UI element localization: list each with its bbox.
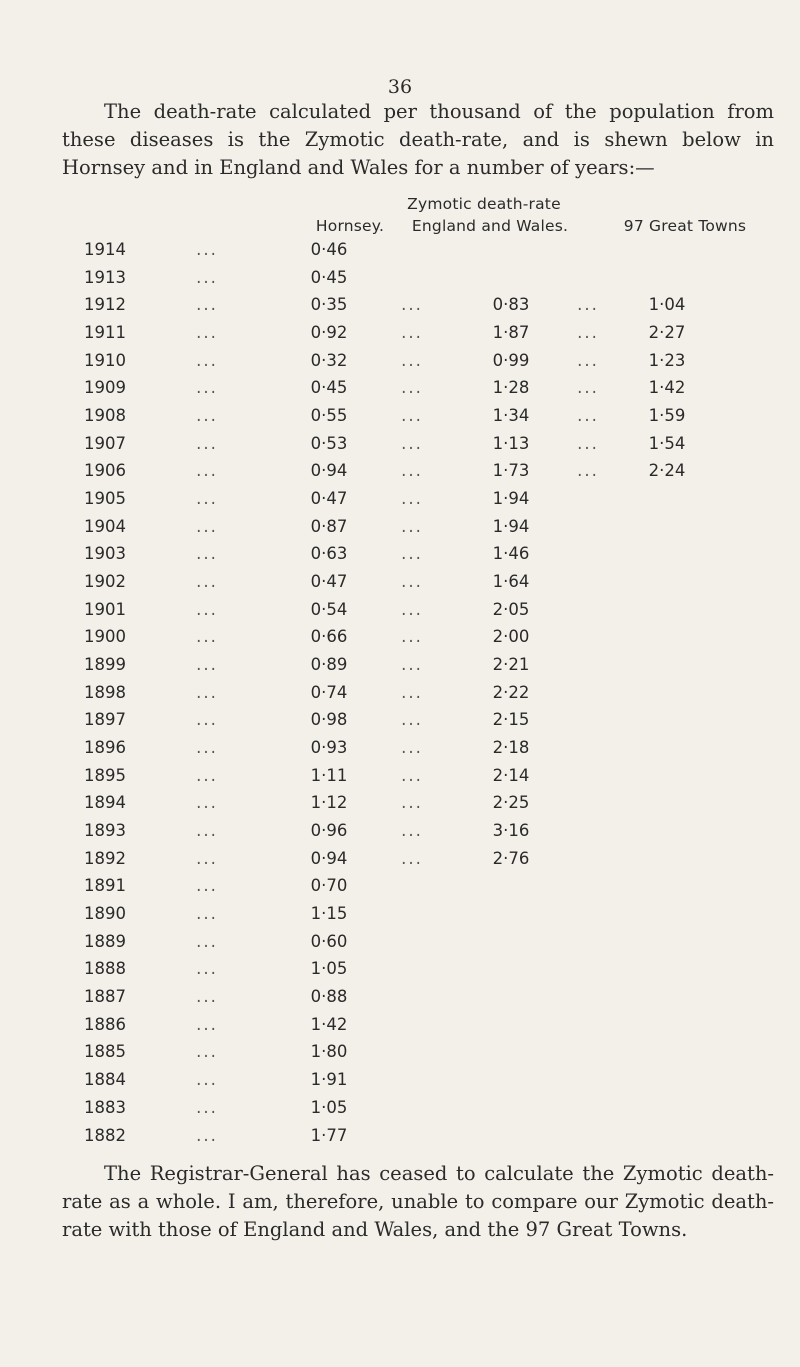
dot-leader: ... <box>196 433 218 453</box>
england-wales-rate-cell: 1·13 <box>492 433 530 453</box>
dot-leader: ... <box>401 710 423 730</box>
dot-leader: ... <box>401 544 423 564</box>
dot-leader: ... <box>196 544 218 564</box>
table-row <box>0 955 800 983</box>
england-wales-rate-cell: 2·76 <box>492 848 530 868</box>
table-row <box>0 734 800 762</box>
dot-leader: ... <box>401 738 423 758</box>
year-cell: 1900 <box>84 627 126 647</box>
dot-leader: ... <box>401 848 423 868</box>
dot-leader: ... <box>401 765 423 785</box>
table-row <box>0 983 800 1011</box>
great-towns-rate-cell: 1·42 <box>648 378 686 398</box>
dot-leader: ... <box>196 959 218 979</box>
table-row <box>0 845 800 873</box>
year-cell: 1894 <box>84 793 126 813</box>
hornsey-rate-cell: 1·11 <box>310 765 348 785</box>
dot-leader: ... <box>401 295 423 315</box>
table-row <box>0 264 800 292</box>
table-row <box>0 928 800 956</box>
dot-leader: ... <box>401 489 423 509</box>
england-wales-rate-cell: 0·83 <box>492 295 530 315</box>
dot-leader: ... <box>196 378 218 398</box>
table-row <box>0 623 800 651</box>
table-row <box>0 347 800 375</box>
dot-leader: ... <box>196 489 218 509</box>
dot-leader: ... <box>196 793 218 813</box>
table-row <box>0 1011 800 1039</box>
table-row <box>0 706 800 734</box>
year-cell: 1882 <box>84 1125 126 1145</box>
dot-leader: ... <box>196 1097 218 1117</box>
column-header-great-towns: 97 Great Towns <box>623 217 747 235</box>
dot-leader: ... <box>196 848 218 868</box>
dot-leader: ... <box>401 461 423 481</box>
dot-leader: ... <box>401 821 423 841</box>
year-cell: 1893 <box>84 821 126 841</box>
table-row <box>0 540 800 568</box>
dot-leader: ... <box>196 765 218 785</box>
table-row <box>0 402 800 430</box>
hornsey-rate-cell: 0·53 <box>310 433 348 453</box>
dot-leader: ... <box>401 627 423 647</box>
table-row <box>0 762 800 790</box>
hornsey-rate-cell: 0·94 <box>310 848 348 868</box>
year-cell: 1911 <box>84 323 126 343</box>
great-towns-rate-cell: 1·04 <box>648 295 686 315</box>
year-cell: 1883 <box>84 1097 126 1117</box>
dot-leader: ... <box>196 904 218 924</box>
hornsey-rate-cell: 0·47 <box>310 489 348 509</box>
dot-leader: ... <box>577 433 599 453</box>
hornsey-rate-cell: 1·42 <box>310 1014 348 1034</box>
table-row <box>0 1066 800 1094</box>
hornsey-rate-cell: 0·96 <box>310 821 348 841</box>
year-cell: 1907 <box>84 433 126 453</box>
table-row <box>0 236 800 264</box>
dot-leader: ... <box>196 350 218 370</box>
table-row <box>0 900 800 928</box>
dot-leader: ... <box>196 655 218 675</box>
column-header-england-wales: England and Wales. <box>411 217 569 235</box>
table-group-header: Zymotic death-rate <box>407 195 561 213</box>
hornsey-rate-cell: 0·35 <box>310 295 348 315</box>
dot-leader: ... <box>401 793 423 813</box>
england-wales-rate-cell: 1·34 <box>492 406 530 426</box>
dot-leader: ... <box>577 461 599 481</box>
england-wales-rate-cell: 2·05 <box>492 599 530 619</box>
dot-leader: ... <box>196 461 218 481</box>
year-cell: 1895 <box>84 765 126 785</box>
england-wales-rate-cell: 2·15 <box>492 710 530 730</box>
dot-leader: ... <box>401 350 423 370</box>
dot-leader: ... <box>577 378 599 398</box>
dot-leader: ... <box>196 738 218 758</box>
year-cell: 1899 <box>84 655 126 675</box>
year-cell: 1914 <box>84 240 126 259</box>
england-wales-rate-cell: 1·46 <box>492 544 530 564</box>
england-wales-rate-cell: 2·18 <box>492 738 530 758</box>
hornsey-rate-cell: 0·63 <box>310 544 348 564</box>
page-number: 36 <box>387 76 413 98</box>
hornsey-rate-cell: 0·60 <box>310 931 348 951</box>
dot-leader: ... <box>196 931 218 951</box>
hornsey-rate-cell: 1·91 <box>310 1070 348 1090</box>
dot-leader: ... <box>196 1014 218 1034</box>
england-wales-rate-cell: 2·21 <box>492 655 530 675</box>
hornsey-rate-cell: 0·88 <box>310 987 348 1007</box>
year-cell: 1884 <box>84 1070 126 1090</box>
great-towns-rate-cell: 2·27 <box>648 323 686 343</box>
table-row <box>0 1094 800 1122</box>
year-cell: 1910 <box>84 350 126 370</box>
dot-leader: ... <box>196 295 218 315</box>
dot-leader: ... <box>577 295 599 315</box>
hornsey-rate-cell: 0·87 <box>310 516 348 536</box>
england-wales-rate-cell: 2·22 <box>492 682 530 702</box>
dot-leader: ... <box>196 599 218 619</box>
hornsey-rate-cell: 0·70 <box>310 876 348 896</box>
great-towns-rate-cell: 1·54 <box>648 433 686 453</box>
hornsey-rate-cell: 0·89 <box>310 655 348 675</box>
table-row <box>0 568 800 596</box>
england-wales-rate-cell: 2·14 <box>492 765 530 785</box>
england-wales-rate-cell: 1·28 <box>492 378 530 398</box>
england-wales-rate-cell: 1·87 <box>492 323 530 343</box>
dot-leader: ... <box>196 627 218 647</box>
england-wales-rate-cell: 3·16 <box>492 821 530 841</box>
great-towns-rate-cell: 2·24 <box>648 461 686 481</box>
dot-leader: ... <box>401 323 423 343</box>
dot-leader: ... <box>401 572 423 592</box>
table-row <box>0 679 800 707</box>
hornsey-rate-cell: 0·45 <box>310 378 348 398</box>
year-cell: 1902 <box>84 572 126 592</box>
hornsey-rate-cell: 1·05 <box>310 959 348 979</box>
hornsey-rate-cell: 1·77 <box>310 1125 348 1145</box>
hornsey-rate-cell: 0·46 <box>310 240 348 259</box>
table-row <box>0 1122 800 1150</box>
hornsey-rate-cell: 1·05 <box>310 1097 348 1117</box>
hornsey-rate-cell: 0·45 <box>310 267 348 287</box>
hornsey-rate-cell: 1·12 <box>310 793 348 813</box>
england-wales-rate-cell: 2·25 <box>492 793 530 813</box>
hornsey-rate-cell: 0·98 <box>310 710 348 730</box>
year-cell: 1904 <box>84 516 126 536</box>
year-cell: 1903 <box>84 544 126 564</box>
table-row <box>0 817 800 845</box>
year-cell: 1890 <box>84 904 126 924</box>
dot-leader: ... <box>196 1070 218 1090</box>
closing-paragraph: The Registrar-General has ceased to calculate the Zymotic death-rate as a whole. I am, therefore, unable to compare our Zymotic death-rate with those of England and Wales, and the 97 Great Towns. <box>62 1162 774 1242</box>
hornsey-rate-cell: 0·66 <box>310 627 348 647</box>
table-row <box>0 1038 800 1066</box>
year-cell: 1898 <box>84 682 126 702</box>
dot-leader: ... <box>401 655 423 675</box>
dot-leader: ... <box>196 267 218 287</box>
hornsey-rate-cell: 0·47 <box>310 572 348 592</box>
year-cell: 1887 <box>84 987 126 1007</box>
table-row <box>0 789 800 817</box>
england-wales-rate-cell: 1·94 <box>492 489 530 509</box>
hornsey-rate-cell: 0·54 <box>310 599 348 619</box>
year-cell: 1897 <box>84 710 126 730</box>
dot-leader: ... <box>577 323 599 343</box>
dot-leader: ... <box>577 350 599 370</box>
death-rate-table <box>0 236 800 1149</box>
year-cell: 1906 <box>84 461 126 481</box>
dot-leader: ... <box>196 1125 218 1145</box>
year-cell: 1891 <box>84 876 126 896</box>
england-wales-rate-cell: 1·64 <box>492 572 530 592</box>
england-wales-rate-cell: 2·00 <box>492 627 530 647</box>
year-cell: 1886 <box>84 1014 126 1034</box>
table-row <box>0 457 800 485</box>
dot-leader: ... <box>196 987 218 1007</box>
year-cell: 1892 <box>84 848 126 868</box>
dot-leader: ... <box>401 378 423 398</box>
dot-leader: ... <box>196 240 218 259</box>
great-towns-rate-cell: 1·23 <box>648 350 686 370</box>
year-cell: 1889 <box>84 931 126 951</box>
dot-leader: ... <box>401 599 423 619</box>
dot-leader: ... <box>401 516 423 536</box>
year-cell: 1912 <box>84 295 126 315</box>
hornsey-rate-cell: 1·80 <box>310 1042 348 1062</box>
hornsey-rate-cell: 0·92 <box>310 323 348 343</box>
dot-leader: ... <box>196 710 218 730</box>
dot-leader: ... <box>401 406 423 426</box>
dot-leader: ... <box>196 406 218 426</box>
england-wales-rate-cell: 0·99 <box>492 350 530 370</box>
england-wales-rate-cell: 1·94 <box>492 516 530 536</box>
table-row <box>0 374 800 402</box>
year-cell: 1909 <box>84 378 126 398</box>
dot-leader: ... <box>196 323 218 343</box>
year-cell: 1908 <box>84 406 126 426</box>
year-cell: 1885 <box>84 1042 126 1062</box>
dot-leader: ... <box>577 406 599 426</box>
dot-leader: ... <box>196 516 218 536</box>
great-towns-rate-cell: 1·59 <box>648 406 686 426</box>
england-wales-rate-cell: 1·73 <box>492 461 530 481</box>
table-row <box>0 291 800 319</box>
year-cell: 1888 <box>84 959 126 979</box>
intro-paragraph: The death-rate calculated per thousand of the population from these diseases is the Zymotic death-rate, and is shewn below in Hornsey and in England and Wales for a number of years:— <box>62 100 774 179</box>
table-row <box>0 485 800 513</box>
table-row <box>0 513 800 541</box>
year-cell: 1905 <box>84 489 126 509</box>
dot-leader: ... <box>196 876 218 896</box>
dot-leader: ... <box>196 572 218 592</box>
dot-leader: ... <box>401 433 423 453</box>
dot-leader: ... <box>401 682 423 702</box>
dot-leader: ... <box>196 1042 218 1062</box>
dot-leader: ... <box>196 682 218 702</box>
year-cell: 1901 <box>84 599 126 619</box>
hornsey-rate-cell: 0·32 <box>310 350 348 370</box>
column-header-hornsey: Hornsey. <box>315 217 385 235</box>
hornsey-rate-cell: 1·15 <box>310 904 348 924</box>
dot-leader: ... <box>196 821 218 841</box>
year-cell: 1913 <box>84 267 126 287</box>
table-row <box>0 596 800 624</box>
hornsey-rate-cell: 0·94 <box>310 461 348 481</box>
table-row <box>0 651 800 679</box>
year-cell: 1896 <box>84 738 126 758</box>
table-row <box>0 319 800 347</box>
hornsey-rate-cell: 0·74 <box>310 682 348 702</box>
hornsey-rate-cell: 0·93 <box>310 738 348 758</box>
table-row <box>0 872 800 900</box>
hornsey-rate-cell: 0·55 <box>310 406 348 426</box>
table-row <box>0 430 800 458</box>
